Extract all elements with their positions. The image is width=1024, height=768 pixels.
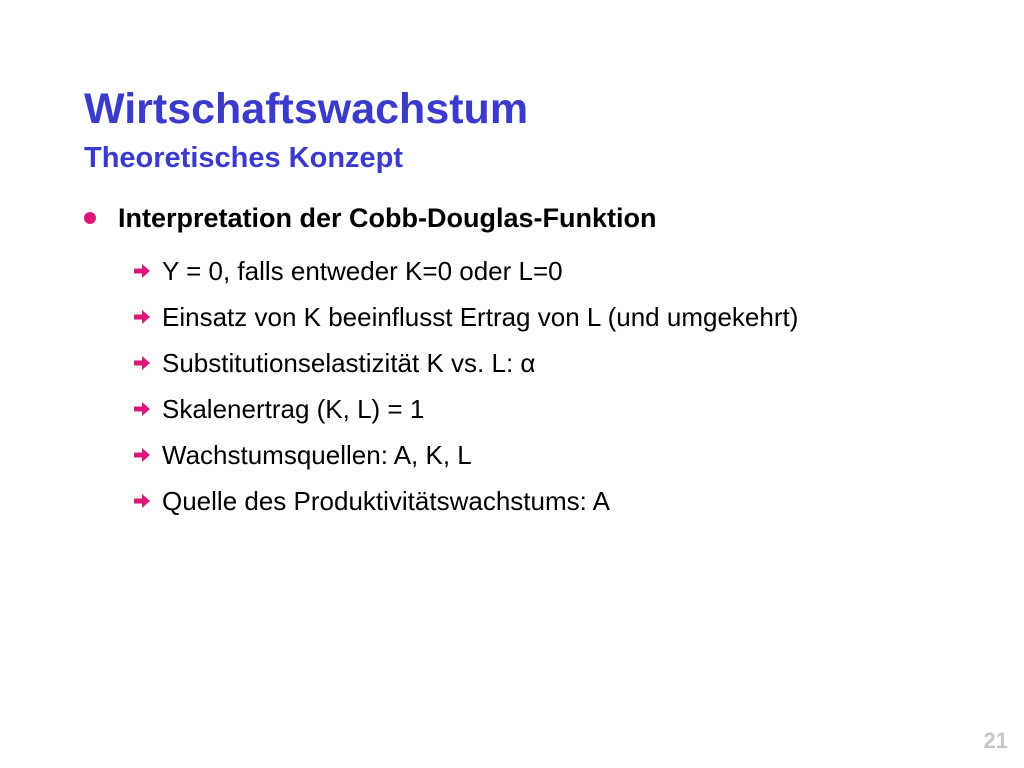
sub-bullet-text: Y = 0, falls entweder K=0 oder L=0 xyxy=(162,255,563,286)
sub-bullet-text: Quelle des Produktivitätswachstums: A xyxy=(162,485,610,516)
sub-bullet-item xyxy=(132,432,798,478)
sub-bullet-item xyxy=(132,386,798,432)
sub-bullet-text: Substitutionselastizität K vs. L: α xyxy=(162,347,536,378)
sub-bullet-item xyxy=(132,248,798,294)
sub-bullet-text: Wachstumsquellen: A, K, L xyxy=(162,439,472,470)
sub-bullet-item xyxy=(132,478,798,524)
arrow-right-icon xyxy=(132,261,152,281)
arrow-right-icon xyxy=(132,307,152,327)
main-bullet xyxy=(84,202,656,234)
sub-bullet-text: Skalenertrag (K, L) = 1 xyxy=(162,393,425,424)
slide-title: Wirtschaftswachstum xyxy=(84,85,529,133)
sub-bullet-list xyxy=(132,248,798,524)
arrow-right-icon xyxy=(132,399,152,419)
arrow-right-icon xyxy=(132,445,152,465)
sub-bullet-item xyxy=(132,294,798,340)
arrow-right-icon xyxy=(132,491,152,511)
sub-bullet-item xyxy=(132,340,798,386)
main-bullet-text: Interpretation der Cobb-Douglas-Funktion xyxy=(118,203,657,233)
arrow-right-icon xyxy=(132,353,152,373)
bullet-dot-icon xyxy=(84,212,96,224)
slide-subtitle: Theoretisches Konzept xyxy=(84,142,404,174)
sub-bullet-text: Einsatz von K beeinflusst Ertrag von L (und umgekehrt) xyxy=(162,301,799,332)
page-number: 21 xyxy=(983,728,1008,753)
